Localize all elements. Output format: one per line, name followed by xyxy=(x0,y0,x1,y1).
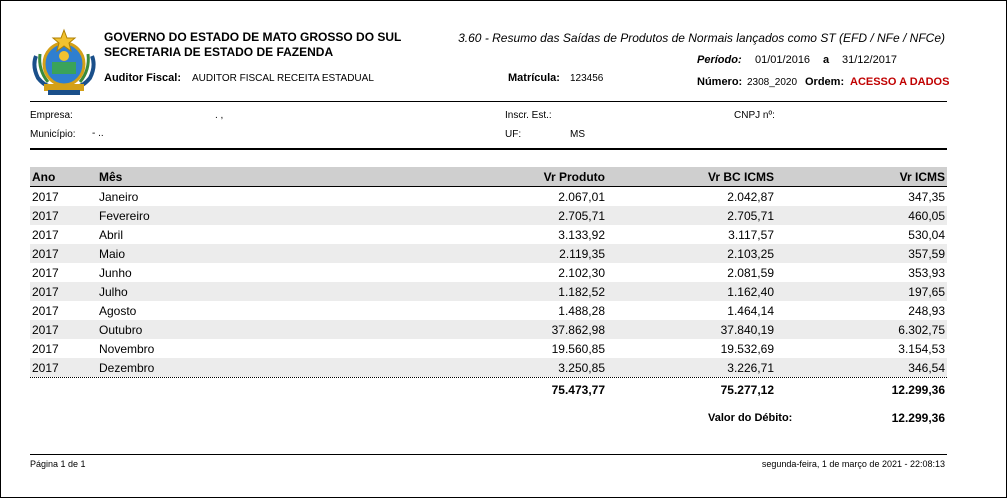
table-row xyxy=(30,263,947,282)
cell-vr-bc-icms: 2.081,59 xyxy=(727,266,774,280)
cell-mes: Dezembro xyxy=(99,361,155,375)
cell-ano: 2017 xyxy=(32,266,59,280)
cell-mes: Janeiro xyxy=(99,190,139,204)
page-number: Página 1 de 1 xyxy=(30,459,86,469)
table-row xyxy=(30,282,947,301)
cell-vr-produto: 2.102,30 xyxy=(558,266,605,280)
uf-value: MS xyxy=(570,129,585,140)
cell-ano: 2017 xyxy=(32,323,59,337)
cell-mes: Junho xyxy=(99,266,132,280)
table-body xyxy=(30,187,947,377)
numero-label: Número: xyxy=(697,76,743,88)
cell-vr-produto: 2.705,71 xyxy=(558,209,605,223)
table-row xyxy=(30,187,947,206)
cnpj-label: CNPJ nº: xyxy=(734,110,775,121)
cell-vr-icms: 3.154,53 xyxy=(898,342,945,356)
periodo-end: 31/12/2017 xyxy=(842,54,898,66)
periodo-sep: a xyxy=(823,54,830,66)
cell-ano: 2017 xyxy=(32,342,59,356)
numero-value: 2308_2020 xyxy=(747,77,798,88)
cell-vr-icms: 197,65 xyxy=(908,285,945,299)
cell-vr-bc-icms: 2.042,87 xyxy=(727,190,774,204)
auditor-label: Auditor Fiscal: xyxy=(104,72,182,84)
cell-vr-produto: 3.133,92 xyxy=(558,228,605,242)
cell-vr-icms: 353,93 xyxy=(908,266,945,280)
cell-vr-icms: 248,93 xyxy=(908,304,945,318)
periodo-start: 01/01/2016 xyxy=(755,54,811,66)
cell-vr-bc-icms: 1.162,40 xyxy=(727,285,774,299)
cell-vr-icms: 357,59 xyxy=(908,247,945,261)
cell-ano: 2017 xyxy=(32,304,59,318)
header-divider xyxy=(30,101,947,102)
cell-ano: 2017 xyxy=(32,190,59,204)
cell-vr-bc-icms: 3.117,57 xyxy=(728,228,774,242)
org-line-2: SECRETARIA DE ESTADO DE FAZENDA xyxy=(104,45,334,59)
municipio-label: Município: xyxy=(30,129,76,140)
cell-mes: Outubro xyxy=(99,323,143,337)
col-vr-produto: Vr Produto xyxy=(543,170,605,184)
cell-vr-produto: 1.182,52 xyxy=(558,285,605,299)
totals-divider xyxy=(30,377,947,378)
cell-mes: Julho xyxy=(99,285,128,299)
cell-vr-bc-icms: 2.103,25 xyxy=(727,247,774,261)
cell-ano: 2017 xyxy=(32,361,59,375)
cell-vr-bc-icms: 3.226,71 xyxy=(727,361,774,375)
col-ano: Ano xyxy=(32,170,56,184)
table-row xyxy=(30,301,947,320)
coat-of-arms-logo xyxy=(30,26,98,98)
cell-vr-icms: 6.302,75 xyxy=(898,323,945,337)
table-row xyxy=(30,339,947,358)
ordem-value: ACESSO A DADOS xyxy=(850,76,950,88)
cell-vr-produto: 3.250,85 xyxy=(558,361,605,375)
matricula-value: 123456 xyxy=(570,73,604,84)
print-datetime: segunda-feira, 1 de março de 2021 - 22:08:13 xyxy=(761,459,945,469)
col-vr-icms: Vr ICMS xyxy=(899,170,945,184)
cell-ano: 2017 xyxy=(32,209,59,223)
debit-label: Valor do Débito: xyxy=(708,412,793,424)
cell-vr-produto: 2.067,01 xyxy=(558,190,605,204)
cell-vr-produto: 37.862,98 xyxy=(551,323,605,337)
cell-vr-bc-icms: 2.705,71 xyxy=(727,209,774,223)
matricula-label: Matrícula: xyxy=(508,72,560,84)
cell-vr-produto: 19.560,85 xyxy=(551,342,605,356)
cell-vr-bc-icms: 1.464,14 xyxy=(727,304,774,318)
cell-mes: Maio xyxy=(99,247,126,261)
table-row xyxy=(30,358,947,377)
cell-vr-bc-icms: 37.840,19 xyxy=(720,323,774,337)
cell-vr-bc-icms: 19.532,69 xyxy=(720,342,774,356)
total-vr-icms: 12.299,36 xyxy=(891,383,945,397)
cell-ano: 2017 xyxy=(32,285,59,299)
footer-divider xyxy=(30,454,947,455)
report-title: 3.60 - Resumo das Saídas de Produtos de Normais lançados como ST (EFD / NFe / NFCe) xyxy=(458,31,945,45)
auditor-value: AUDITOR FISCAL RECEITA ESTADUAL xyxy=(192,73,374,84)
table-row xyxy=(30,225,947,244)
table-header xyxy=(30,167,947,187)
debit-value: 12.299,36 xyxy=(891,411,945,425)
col-vr-bc-icms: Vr BC ICMS xyxy=(707,170,774,184)
col-mes: Mês xyxy=(99,170,123,184)
inscr-label: Inscr. Est.: xyxy=(505,110,552,121)
municipio-value: - .. xyxy=(92,128,104,139)
total-vr-produto: 75.473,77 xyxy=(551,383,605,397)
org-line-1: GOVERNO DO ESTADO DE MATO GROSSO DO SUL xyxy=(104,30,402,44)
empresa-label: Empresa: xyxy=(30,110,73,121)
cell-ano: 2017 xyxy=(32,228,59,242)
empresa-value: . , xyxy=(215,110,224,121)
table-row xyxy=(30,244,947,263)
cell-mes: Agosto xyxy=(99,304,137,318)
cell-mes: Abril xyxy=(99,228,124,242)
table-row xyxy=(30,320,947,339)
cell-mes: Novembro xyxy=(99,342,155,356)
cell-vr-icms: 346,54 xyxy=(908,361,945,375)
cell-mes: Fevereiro xyxy=(99,209,150,223)
cell-vr-icms: 530,04 xyxy=(908,228,945,242)
periodo-label: Período: xyxy=(697,54,742,66)
cell-ano: 2017 xyxy=(32,247,59,261)
cell-vr-icms: 460,05 xyxy=(908,209,945,223)
ordem-label: Ordem: xyxy=(805,76,845,88)
table-row xyxy=(30,206,947,225)
uf-label: UF: xyxy=(505,129,522,140)
cell-vr-produto: 2.119,35 xyxy=(559,247,605,261)
company-divider xyxy=(30,148,947,150)
total-vr-bc-icms: 75.277,12 xyxy=(720,383,774,397)
cell-vr-produto: 1.488,28 xyxy=(558,304,605,318)
cell-vr-icms: 347,35 xyxy=(908,190,945,204)
